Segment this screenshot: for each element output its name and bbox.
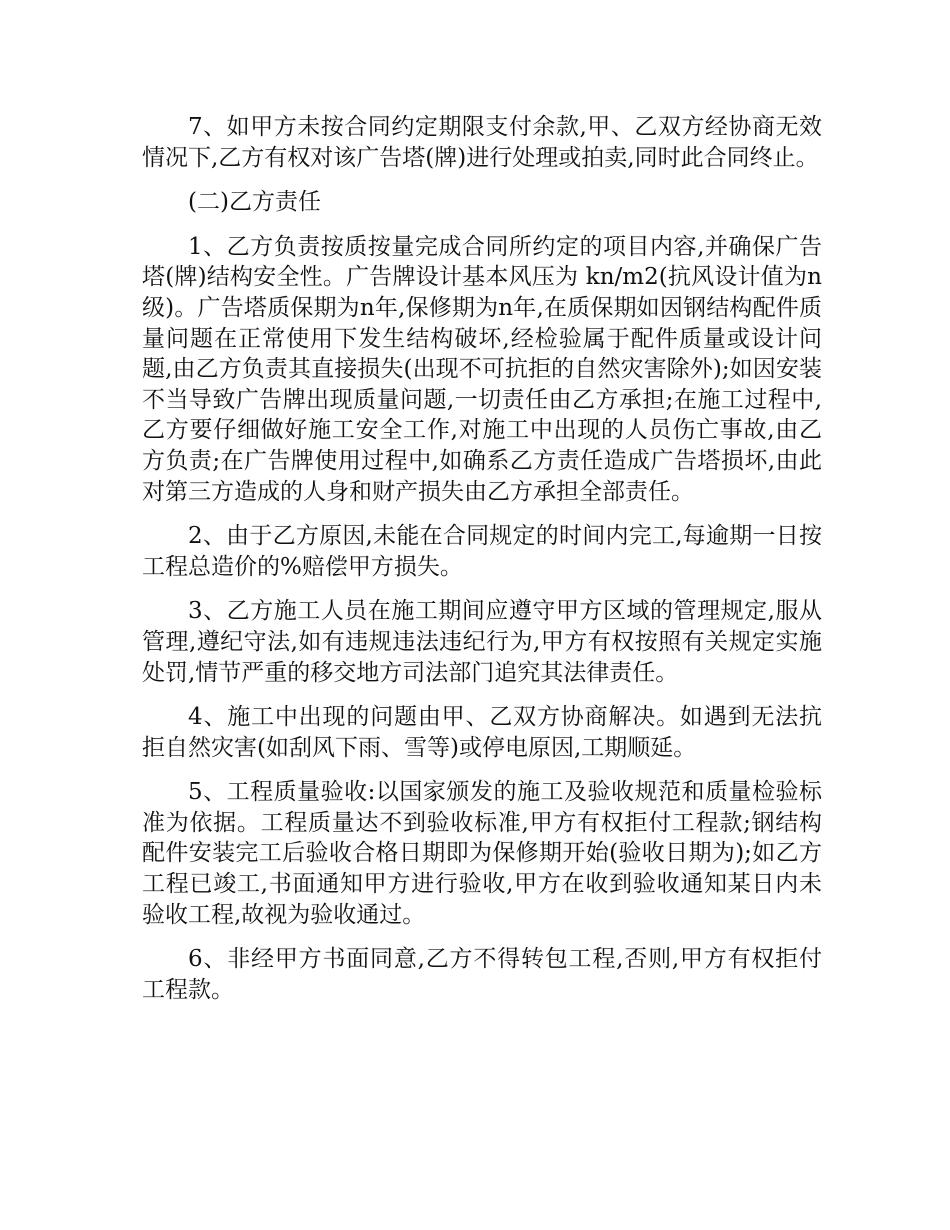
document-body bbox=[142, 112, 822, 1019]
clause-6-no-subcontracting: 6、非经甲方书面同意,乙方不得转包工程,否则,甲方有权拒付工程款。 bbox=[142, 946, 822, 1003]
clause-4-dispute-resolution: 4、施工中出现的问题由甲、乙双方协商解决。如遇到无法抗拒自然灾害(如刮风下雨、雪等)或停电原因,工期顺延。 bbox=[142, 704, 822, 761]
clause-2-delay-penalty: 2、由于乙方原因,未能在合同规定的时间内完工,每逾期一日按工程总造价的%赔偿甲方损失。 bbox=[142, 523, 822, 580]
clause-1-quality-and-safety: 1、乙方负责按质按量完成合同所约定的项目内容,并确保广告塔(牌)结构安全性。广告牌设计基本风压为 kn/m2(抗风设计值为n级)。广告塔质保期为n年,保修期为n年,在质保期如因钢结构配件质量问题在正常使用下发生结构破坏,经检验属于配件质量或设计问题,由乙方负责其直接损失(出现不可抗拒的自然灾害除外);如因安装不当导致广告牌出现质量问题,一切责任由乙方承担;在施工过程中,乙方要仔细做好施工安全工作,对施工中出现的人员伤亡事故,由乙方负责;在广告牌使用过程中,如确系乙方责任造成广告塔损坏,由此对第三方造成的人身和财产损失由乙方承担全部责任。 bbox=[142, 233, 822, 505]
clause-3-site-rules: 3、乙方施工人员在施工期间应遵守甲方区域的管理规定,服从管理,遵纪守法,如有违规违法违纪行为,甲方有权按照有关规定实施处罚,情节严重的移交地方司法部门追究其法律责任。 bbox=[142, 598, 822, 686]
clause-5-quality-acceptance: 5、工程质量验收:以国家颁发的施工及验收规范和质量检验标准为依据。工程质量达不到验收标准,甲方有权拒付工程款;钢结构配件安装完工后验收合格日期即为保修期开始(验收日期为);如乙方工程已竣工,书面通知甲方进行验收,甲方在收到验收通知某日内未验收工程,故视为验收通过。 bbox=[142, 779, 822, 928]
section-heading-party-b-responsibility: (二)乙方责任 bbox=[188, 189, 321, 216]
clause-7-payment-default: 7、如甲方未按合同约定期限支付余款,甲、乙双方经协商无效情况下,乙方有权对该广告塔(牌)进行处理或拍卖,同时此合同终止。 bbox=[142, 114, 822, 171]
